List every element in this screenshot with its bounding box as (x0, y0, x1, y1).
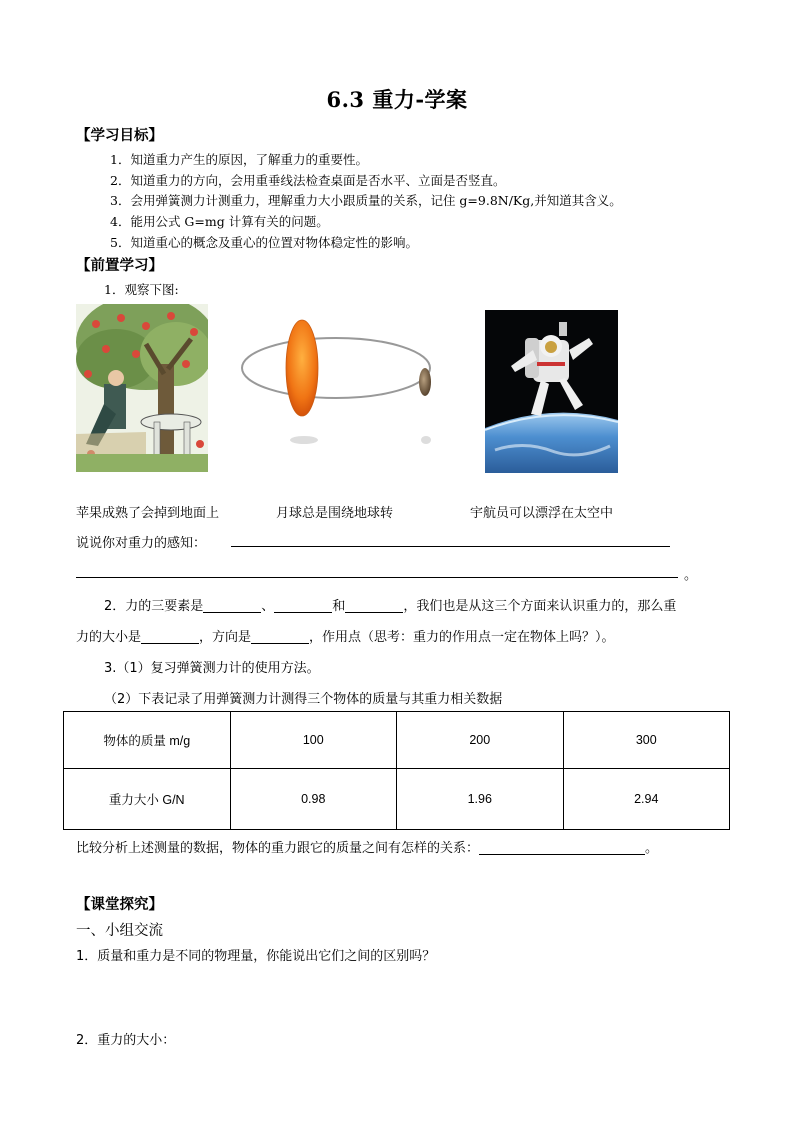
question-2-text: ，作用点（思考：重力的作用点一定在物体上吗？）。 (309, 630, 615, 645)
mass-gravity-table (63, 711, 730, 830)
compare-question (76, 837, 658, 856)
astronaut-image (485, 310, 618, 473)
preview-heading: 【前置学习】 (76, 258, 163, 274)
answer-blank[interactable] (251, 629, 309, 644)
caption-astronaut: 宇航员可以漂浮在太空中 (470, 506, 614, 521)
answer-line[interactable] (231, 546, 670, 547)
table-cell: 300 (563, 712, 730, 769)
table-cell: 100 (230, 712, 397, 769)
table-row (64, 769, 730, 830)
caption-apple: 苹果成熟了会掉到地面上 (76, 506, 220, 521)
objectives-heading: 【学习目标】 (76, 128, 163, 144)
moon-orbit-image (238, 318, 446, 450)
question-2-line-1 (104, 595, 676, 614)
answer-blank[interactable] (203, 598, 261, 613)
end-mark: 。 (645, 841, 659, 856)
table-cell: 2.94 (563, 769, 730, 830)
question-2-line-2 (76, 626, 615, 645)
page-title: 6.3 重力-学案 (326, 87, 468, 112)
question-2-sep: 和 (332, 599, 346, 614)
objective-item: 5．知道重心的概念及重心的位置对物体稳定性的影响。 (110, 235, 418, 250)
caption-moon: 月球总是围绕地球转 (276, 506, 394, 521)
table-cell: 200 (397, 712, 564, 769)
explore-heading: 【课堂探究】 (76, 897, 163, 913)
objective-item: 2．知道重力的方向，会用重垂线法检查桌面是否水平、立面是否竖直。 (110, 173, 506, 188)
compare-text: 比较分析上述测量的数据，物体的重力跟它的质量之间有怎样的关系： (76, 841, 480, 856)
table-cell: 重力大小 G/N (64, 769, 231, 830)
end-mark: 。 (684, 568, 698, 583)
answer-line[interactable] (76, 577, 678, 578)
question-3-1: 3.（1）复习弹簧测力计的使用方法。 (104, 661, 320, 676)
question-2-text: 2．力的三要素是 (104, 599, 204, 614)
explore-question-1: 1．质量和重力是不同的物理量，你能说出它们之间的区别吗？ (76, 949, 436, 964)
table-cell: 0.98 (230, 769, 397, 830)
apple-tree-image (76, 304, 208, 472)
preview-question-1: 1．观察下图: (104, 282, 179, 297)
question-2-text: ，方向是 (199, 630, 252, 645)
objective-item: 4．能用公式 G=mg 计算有关的问题。 (110, 214, 329, 229)
feeling-label: 说说你对重力的感知： (76, 536, 207, 551)
explore-question-2: 2．重力的大小： (76, 1033, 176, 1048)
question-2-text: 力的大小是 (76, 630, 142, 645)
table-row (64, 712, 730, 769)
answer-blank[interactable] (345, 598, 403, 613)
answer-blank[interactable] (141, 629, 199, 644)
question-2-sep: 、 (261, 599, 275, 614)
question-2-text: ，我们也是从这三个方面来认识重力的，那么重 (403, 599, 677, 614)
objective-item: 1．知道重力产生的原因，了解重力的重要性。 (110, 152, 368, 167)
question-3-2: （2）下表记录了用弹簧测力计测得三个物体的质量与其重力相关数据 (104, 692, 503, 707)
objective-item: 3．会用弹簧测力计测重力，理解重力大小跟质量的关系，记住 g=9.8N/Kg,并知道其含义。 (110, 193, 622, 208)
table-cell: 物体的质量 m/g (64, 712, 231, 769)
answer-blank[interactable] (274, 598, 332, 613)
explore-subheading: 一、小组交流 (76, 923, 163, 939)
answer-blank[interactable] (479, 840, 645, 855)
table-cell: 1.96 (397, 769, 564, 830)
